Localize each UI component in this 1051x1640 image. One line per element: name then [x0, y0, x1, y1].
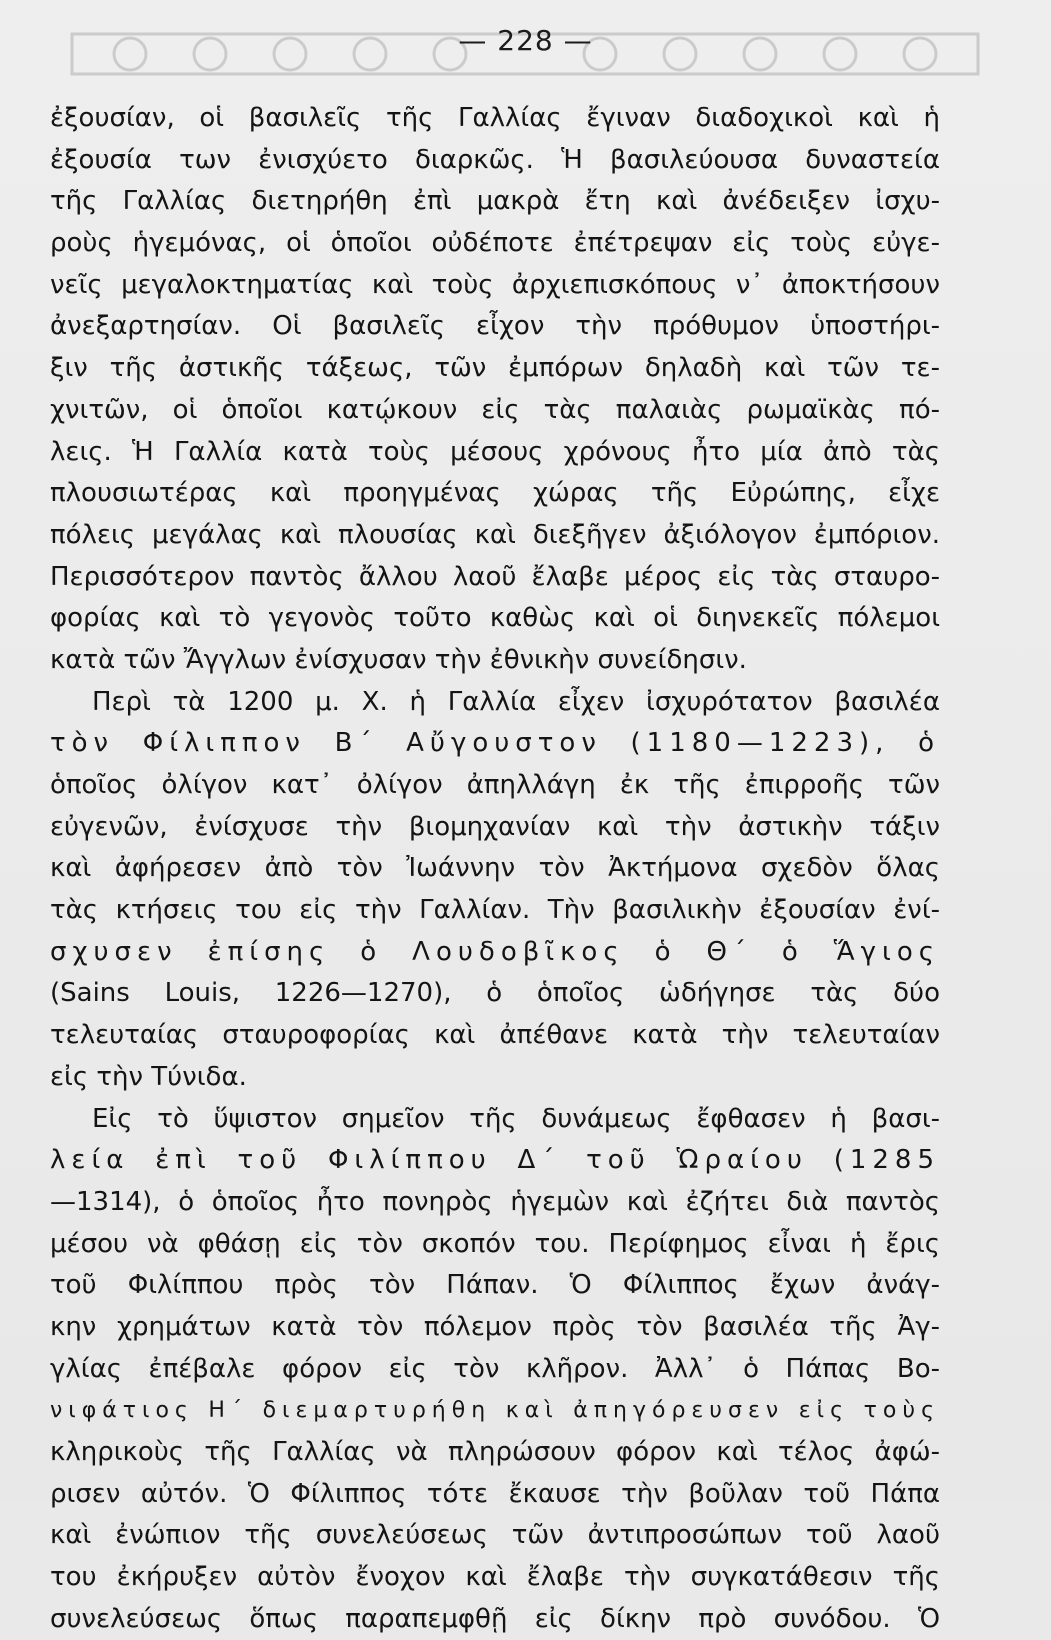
- text-line: (Sains Louis, 1226—1270), ὁ ὁποῖος ὡδήγησε τὰς δύο: [50, 978, 940, 1009]
- text-line: μέσου νὰ φθάσῃ εἰς τὸν σκοπόν του. Περίφημος εἶναι ἡ ἔρις: [50, 1228, 940, 1259]
- text-line: εὐγενῶν, ἐνίσχυσε τὴν βιομηχανίαν καὶ τὴν ἀστικὴν τάξιν: [50, 811, 940, 842]
- text-line-paragraph-end: κατὰ τῶν Ἄγγλων ἐνίσχυσαν τὴν ἐθνικὴν συνείδησιν.: [50, 644, 747, 675]
- text-line: Περισσότερον παντὸς ἄλλου λαοῦ ἔλαβε μέρος εἰς τὰς σταυρο-: [50, 561, 940, 592]
- text-line: ἐξουσίαν, οἱ βασιλεῖς τῆς Γαλλίας ἔγιναν διαδοχικοὶ καὶ ἡ: [50, 103, 940, 133]
- text-line: ἀνεξαρτησίαν. Οἱ βασιλεῖς εἶχον τὴν πρόθυμον ὑποστήρι-: [50, 311, 940, 342]
- text-line: ξιν τῆς ἀστικῆς τάξεως, τῶν ἐμπόρων δηλαδὴ καὶ τῶν τε-: [50, 353, 940, 384]
- text-line: τὰς κτήσεις του εἰς τὴν Γαλλίαν. Τὴν βασιλικὴν ἐξουσίαν ἐνί-: [50, 895, 940, 926]
- text-line: φορίας καὶ τὸ γεγονὸς τοῦτο καθὼς καὶ οἱ διηνεκεῖς πόλεμοι: [50, 603, 940, 634]
- text-line: κληρικοὺς τῆς Γαλλίας νὰ πληρώσουν φόρον καὶ τέλος ἀφώ-: [50, 1437, 940, 1467]
- body-text: [50, 98, 940, 1640]
- text-line: ροὺς ἡγεμόνας, οἱ ὁποῖοι οὐδέποτε ἐπέτρεψαν εἰς τοὺς εὐγε-: [50, 228, 940, 259]
- text-line: σχυσεν ἐπίσης ὁ Λουδοβῖκος ὁ Θ΄ ὁ Ἅγιος: [50, 936, 940, 967]
- text-line: νεῖς μεγαλοκτηματίας καὶ τοὺς ἀρχιεπισκόπους ν᾽ ἀποκτήσουν: [50, 269, 940, 300]
- page-number: — 228 —: [458, 24, 593, 57]
- text-line-paragraph-start: Περὶ τὰ 1200 μ. Χ. ἡ Γαλλία εἶχεν ἰσχυρότατον βασιλέα: [92, 686, 940, 717]
- text-line: ἐξουσία των ἐνισχύετο διαρκῶς. Ἡ βασιλεύουσα δυναστεία: [50, 144, 940, 175]
- text-line: του ἐκήρυξεν αὐτὸν ἔνοχον καὶ ἔλαβε τὴν συγκατάθεσιν τῆς: [50, 1562, 940, 1593]
- text-line: ὁποῖος ὀλίγον κατ᾽ ὀλίγον ἀπηλλάγη ἐκ τῆς ἐπιρροῆς τῶν: [50, 770, 940, 800]
- text-line: ρισεν αὐτόν. Ὁ Φίλιππος τότε ἔκαυσε τὴν βοῦλαν τοῦ Πάπα: [50, 1478, 940, 1509]
- text-line: πλουσιωτέρας καὶ προηγμένας χώρας τῆς Εὐρώπης, εἶχε: [50, 478, 940, 509]
- text-line: πόλεις μεγάλας καὶ πλουσίας καὶ διεξῆγεν ἀξιόλογον ἐμπόριον.: [50, 519, 940, 550]
- text-line: τῆς Γαλλίας διετηρήθη ἐπὶ μακρὰ ἔτη καὶ ἀνέδειξεν ἰσχυ-: [50, 186, 940, 217]
- text-line: τοῦ Φιλίππου πρὸς τὸν Πάπαν. Ὁ Φίλιππος ἔχων ἀνάγ-: [50, 1270, 940, 1301]
- text-line: τελευταίας σταυροφορίας καὶ ἀπέθανε κατὰ τὴν τελευταίαν: [50, 1020, 940, 1051]
- text-line: —1314), ὁ ὁποῖος ἦτο πονηρὸς ἡγεμὼν καὶ ἐζήτει διὰ παντὸς: [50, 1186, 940, 1217]
- text-line: συνελεύσεως ὅπως παραπεμφθῇ εἰς δίκην πρὸ συνόδου. Ὁ: [50, 1603, 940, 1634]
- text-line: καὶ ἀφήρεσεν ἀπὸ τὸν Ἰωάννην τὸν Ἀκτήμονα σχεδὸν ὅλας: [50, 853, 940, 884]
- text-line-paragraph-end: εἰς τὴν Τύνιδα.: [50, 1061, 247, 1092]
- text-line: χνιτῶν, οἱ ὁποῖοι κατῴκουν εἰς τὰς παλαιὰς ρωμαϊκὰς πό-: [50, 394, 940, 425]
- text-line: καὶ ἐνώπιον τῆς συνελεύσεως τῶν ἀντιπροσώπων τοῦ λαοῦ: [50, 1520, 940, 1551]
- text-line-paragraph-start: Εἰς τὸ ὕψιστον σημεῖον τῆς δυνάμεως ἔφθασεν ἡ βασι-: [92, 1103, 940, 1134]
- text-line: λεία ἐπὶ τοῦ Φιλίππου Δ΄ τοῦ Ὡραίου (1285: [50, 1145, 940, 1176]
- text-line: γλίας ἐπέβαλε φόρον εἰς τὸν κλῆρον. Ἀλλ᾽ ὁ Πάπας Βο-: [50, 1353, 940, 1384]
- text-line: τὸν Φίλιππον Β΄ Αὔγουστον (1180—1223), ὁ: [50, 728, 940, 759]
- text-line: νιφάτιος Η΄ διεμαρτυρήθη καὶ ἀπηγόρευσεν εἰς τοὺς: [50, 1398, 940, 1424]
- text-line: κην χρημάτων κατὰ τὸν πόλεμον πρὸς τὸν βασιλέα τῆς Ἀγ-: [50, 1311, 940, 1342]
- text-line: λεις. Ἡ Γαλλία κατὰ τοὺς μέσους χρόνους ἦτο μία ἀπὸ τὰς: [50, 436, 940, 467]
